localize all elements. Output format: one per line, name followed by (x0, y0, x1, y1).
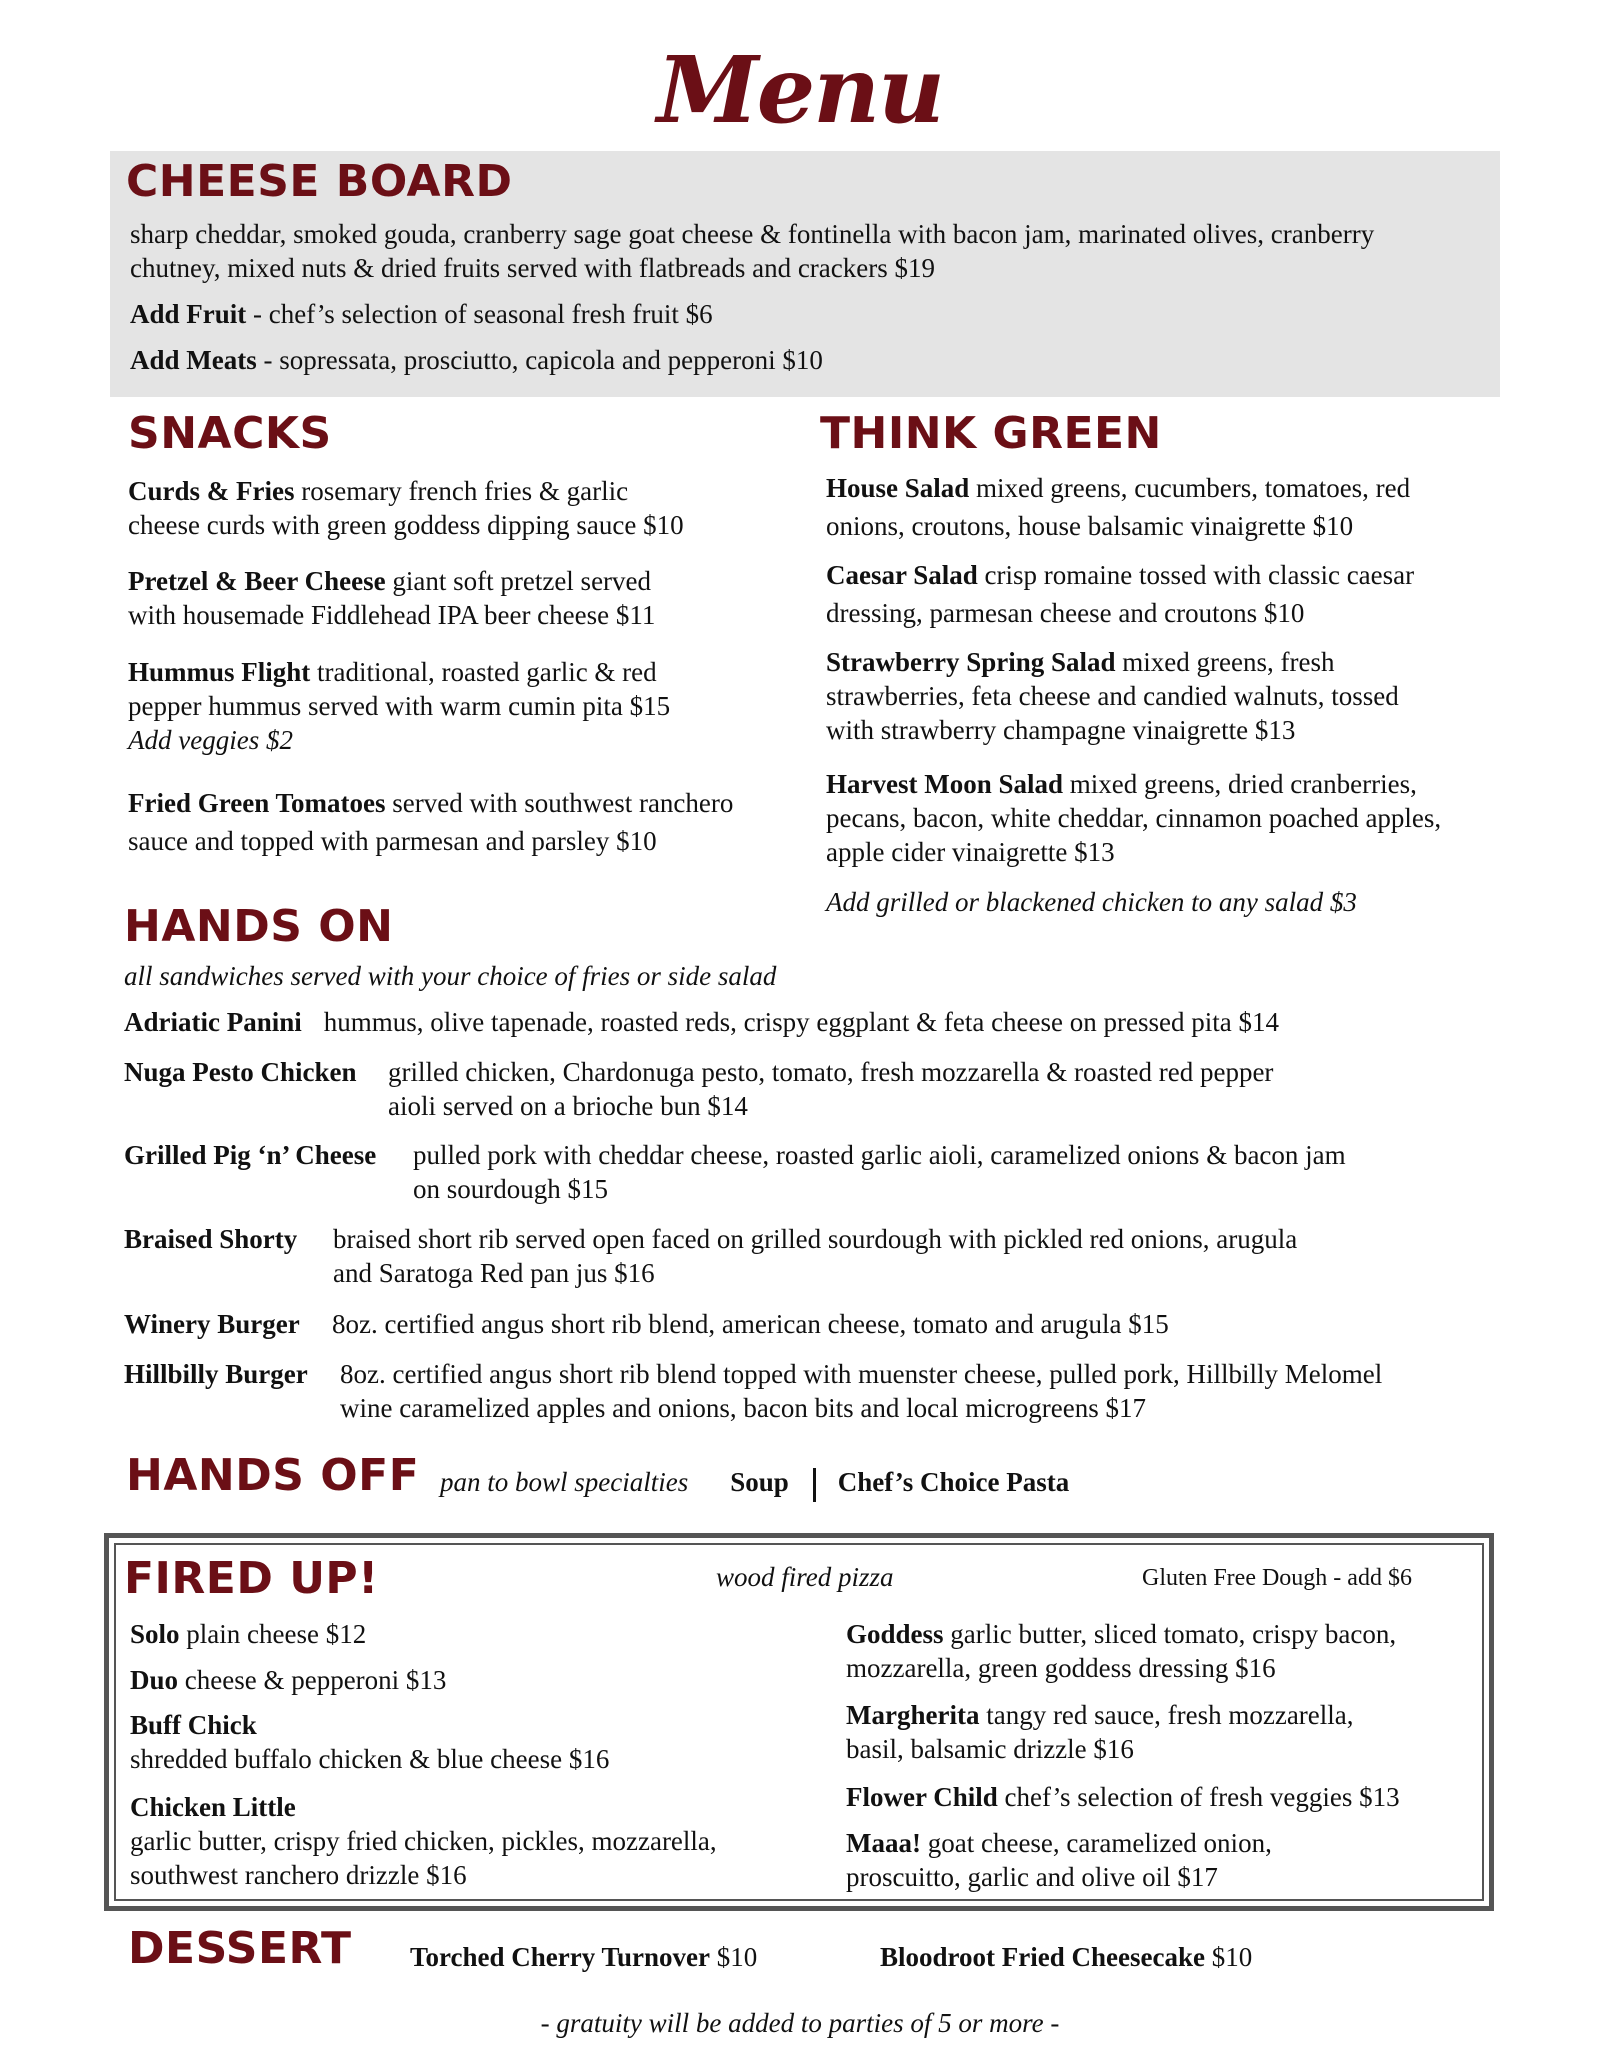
sandwich-desc: hummus, olive tapenade, roasted reds, crispy eggplant & feta cheese on pressed pita $14 (323, 1007, 1279, 1037)
snack-item (128, 655, 808, 757)
salad-desc-cont: onions, croutons, house balsamic vinaigrette $10 (826, 511, 1354, 541)
divider (813, 1468, 816, 1502)
pasta-item: Chef’s Choice Pasta (837, 1467, 1070, 1497)
pizza-desc-cont: proscuitto, garlic and olive oil $17 (846, 1862, 1218, 1892)
pizza-desc-cont: southwest ranchero drizzle $16 (130, 1860, 467, 1890)
salad-name: Harvest Moon Salad (826, 769, 1064, 799)
sandwich-name: Adriatic Panini (124, 1007, 302, 1037)
snack-name: Hummus Flight (128, 657, 311, 687)
salad-desc-cont: pecans, bacon, white cheddar, cinnamon poached apples, (826, 803, 1442, 833)
pizza-name: Buff Chick (130, 1710, 257, 1740)
pizza-item (846, 1617, 1486, 1685)
salad-desc: crisp romaine tossed with classic caesar (977, 560, 1415, 590)
add-fruit-name: Add Fruit (130, 299, 247, 329)
sandwich-desc-cont: wine caramelized apples and onions, bacon bits and local microgreens $17 (340, 1393, 1146, 1423)
snack-item (128, 786, 828, 858)
salad-name: Strawberry Spring Salad (826, 647, 1116, 677)
page-title: Menu (656, 36, 944, 144)
salad-name: House Salad (826, 473, 970, 503)
add-meats-item (130, 343, 823, 377)
pizza-desc: garlic butter, crispy fried chicken, pickles, mozzarella, (130, 1826, 717, 1856)
dessert-name: Torched Cherry Turnover (410, 1942, 711, 1972)
soup-item: Soup (730, 1467, 789, 1497)
pizza-desc-cont: basil, balsamic drizzle $16 (846, 1734, 1134, 1764)
salad-item (826, 767, 1486, 869)
sandwich-desc: pulled pork with cheddar cheese, roasted garlic aioli, caramelized onions & bacon jam (413, 1140, 1346, 1170)
dessert-item (880, 1940, 1252, 1974)
sandwich-item (124, 1307, 1504, 1341)
salad-desc-cont: dressing, parmesan cheese and croutons $10 (826, 598, 1305, 628)
sandwich-name: Nuga Pesto Chicken (124, 1057, 357, 1087)
snack-desc-cont: with housemade Fiddlehead IPA beer cheese $11 (128, 600, 656, 630)
hands-off-heading: HANDS OFF (126, 1450, 420, 1501)
salad-desc: mixed greens, cucumbers, tomatoes, red (969, 473, 1411, 503)
dessert-price: $10 (710, 1942, 758, 1972)
snack-addon: Add veggies $2 (128, 725, 293, 755)
hands-on-heading: HANDS ON (124, 901, 394, 952)
snack-name: Curds & Fries (128, 476, 295, 506)
pizza-desc: cheese & pepperoni $13 (178, 1665, 447, 1695)
pizza-name: Chicken Little (130, 1792, 296, 1822)
hands-off-line (440, 1465, 1069, 1502)
gratuity-note: - gratuity will be added to parties of 5 or more - (540, 2008, 1060, 2038)
snack-name: Pretzel & Beer Cheese (128, 566, 386, 596)
pizza-item (846, 1826, 1486, 1894)
snack-desc-cont: pepper hummus served with warm cumin pita $15 (128, 691, 671, 721)
salad-desc: mixed greens, dried cranberries, (1063, 769, 1417, 799)
sandwich-item (124, 1055, 1504, 1123)
sandwich-name: Braised Shorty (124, 1224, 298, 1254)
hands-on-subtitle: all sandwiches served with your choice of fries or side salad (124, 961, 777, 991)
sandwich-name: Hillbilly Burger (124, 1359, 308, 1389)
cheese-board-description (130, 217, 1490, 285)
snack-desc: rosemary french fries & garlic (294, 476, 629, 506)
pizza-name: Margherita (846, 1700, 980, 1730)
pizza-name: Goddess (846, 1619, 944, 1649)
pizza-name: Duo (130, 1665, 179, 1695)
salad-name: Caesar Salad (826, 560, 978, 590)
pizza-item (846, 1780, 1486, 1814)
sandwich-desc: 8oz. certified angus short rib blend topped with muenster cheese, pulled pork, Hillbilly Melomel (340, 1359, 1383, 1389)
sandwich-item (124, 1222, 1504, 1290)
cheese-board-desc-line2: chutney, mixed nuts & dried fruits served with flatbreads and crackers $19 (130, 253, 936, 283)
think-green-heading: THINK GREEN (820, 408, 1162, 459)
salad-chicken-note: Add grilled or blackened chicken to any salad $3 (826, 887, 1357, 917)
salad-desc-cont: with strawberry champagne vinaigrette $13 (826, 715, 1296, 745)
snack-name: Fried Green Tomatoes (128, 788, 386, 818)
sandwich-name: Winery Burger (124, 1309, 300, 1339)
sandwich-item (124, 1138, 1504, 1206)
add-fruit-item (130, 297, 713, 331)
snack-item (128, 474, 808, 542)
sandwich-item (124, 1005, 1504, 1039)
snack-item (128, 564, 808, 632)
add-meats-desc: - sopressata, prosciutto, capicola and pepperoni $10 (256, 345, 823, 375)
cheese-board-desc-line1: sharp cheddar, smoked gouda, cranberry sage goat cheese & fontinella with bacon jam, marinated olives, cranberry (130, 219, 1375, 249)
dessert-name: Bloodroot Fried Cheesecake (880, 1942, 1205, 1972)
salad-item (826, 645, 1486, 747)
cheese-board-heading: CHEESE BOARD (126, 156, 513, 207)
sandwich-desc: grilled chicken, Chardonuga pesto, tomato, fresh mozzarella & roasted red pepper (388, 1057, 1274, 1087)
pizza-item (130, 1663, 446, 1697)
sandwich-desc-cont: on sourdough $15 (413, 1174, 608, 1204)
sandwich-desc-cont: and Saratoga Red pan jus $16 (333, 1258, 655, 1288)
snacks-heading: SNACKS (128, 408, 332, 459)
pizza-desc: chef’s selection of fresh veggies $13 (997, 1782, 1400, 1812)
pizza-desc-cont: mozzarella, green goddess dressing $16 (846, 1653, 1276, 1683)
pizza-desc: garlic butter, sliced tomato, crispy bacon, (943, 1619, 1397, 1649)
salad-item (826, 558, 1486, 630)
hands-off-subtitle: pan to bowl specialties (440, 1467, 689, 1497)
sandwich-desc: braised short rib served open faced on grilled sourdough with pickled red onions, arugula (333, 1224, 1298, 1254)
salad-desc-cont: strawberries, feta cheese and candied walnuts, tossed (826, 681, 1399, 711)
pizza-desc: goat cheese, caramelized onion, (920, 1828, 1272, 1858)
fired-up-subtitle: wood fired pizza (716, 1562, 894, 1592)
pizza-item (130, 1617, 366, 1651)
pizza-item (846, 1698, 1486, 1766)
fired-up-heading: FIRED UP! (124, 1553, 379, 1604)
add-fruit-desc: - chef’s selection of seasonal fresh fruit $6 (246, 299, 713, 329)
snack-desc-cont: cheese curds with green goddess dipping sauce $10 (128, 510, 684, 540)
salad-desc-cont: apple cider vinaigrette $13 (826, 837, 1115, 867)
snack-desc: traditional, roasted garlic & red (310, 657, 657, 687)
pizza-desc: tangy red sauce, fresh mozzarella, (979, 1700, 1354, 1730)
salad-item (826, 471, 1486, 543)
pizza-name: Flower Child (846, 1782, 998, 1812)
add-meats-name: Add Meats (130, 345, 257, 375)
pizza-name: Maaa! (846, 1828, 921, 1858)
snack-desc: giant soft pretzel served (385, 566, 652, 596)
dessert-item (410, 1940, 757, 1974)
sandwich-item (124, 1357, 1524, 1425)
sandwich-desc-cont: aioli served on a brioche bun $14 (388, 1091, 748, 1121)
salad-desc: mixed greens, fresh (1115, 647, 1335, 677)
sandwich-desc: 8oz. certified angus short rib blend, american cheese, tomato and arugula $15 (332, 1309, 1169, 1339)
dessert-heading: DESSERT (128, 1923, 352, 1974)
gluten-free-note: Gluten Free Dough - add $6 (1142, 1565, 1412, 1591)
pizza-desc: shredded buffalo chicken & blue cheese $16 (130, 1744, 610, 1774)
pizza-item (130, 1790, 820, 1892)
pizza-desc: plain cheese $12 (179, 1619, 367, 1649)
pizza-name: Solo (130, 1619, 180, 1649)
snack-desc-cont: sauce and topped with parmesan and parsley $10 (128, 826, 657, 856)
dessert-price: $10 (1204, 1942, 1253, 1972)
sandwich-name: Grilled Pig ‘n’ Cheese (124, 1140, 377, 1170)
snack-desc: served with southwest ranchero (385, 788, 734, 818)
pizza-item (130, 1708, 820, 1776)
